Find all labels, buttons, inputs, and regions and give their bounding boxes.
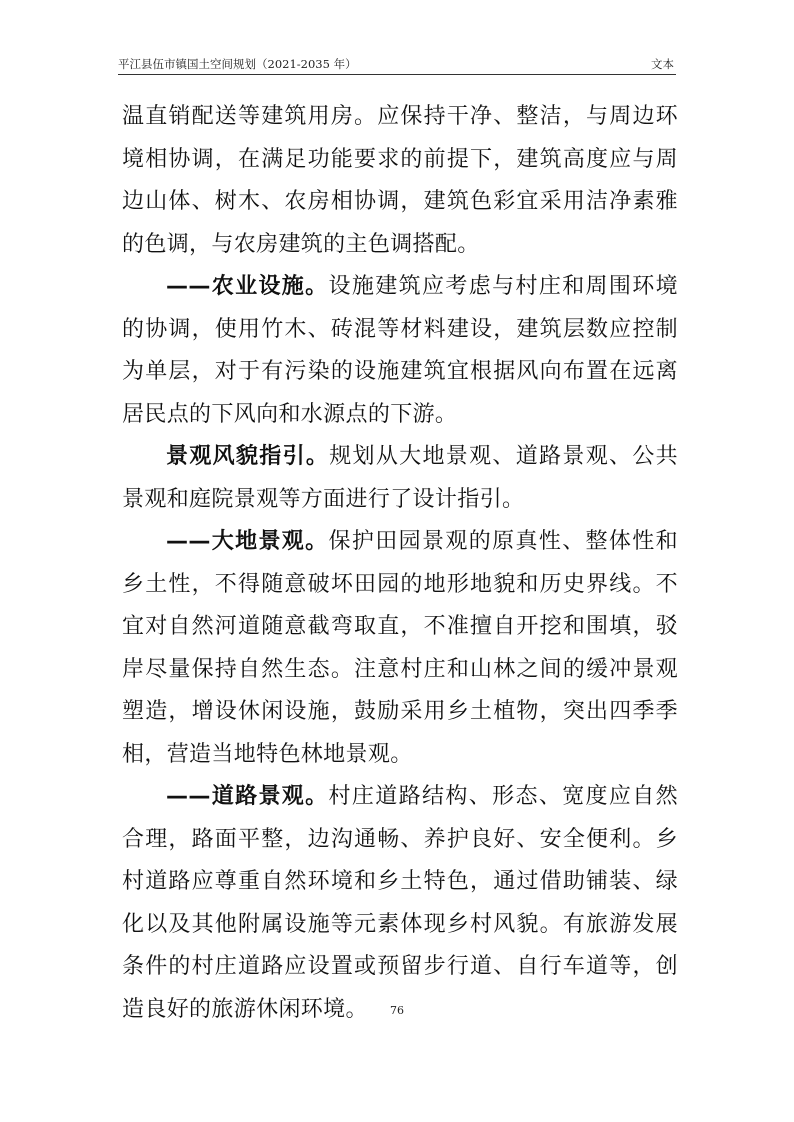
paragraph-agricultural-facilities [122,266,678,436]
paragraph-land-landscape [122,521,678,776]
page-number: 76 [390,1004,404,1017]
paragraph-continuation [122,96,678,266]
paragraph-road-landscape [122,776,678,1031]
paragraph-text: 村庄道路结构、形态、宽度应自然合理，路面平整，边沟通畅、养护良好、安全便利。乡村道路应尊重自然环境和乡土特色，通过借助铺装、绿化以及其他附属设施等元素体现乡村风貌。有旅游发展条件的村庄道路应设置或预留步行道、自行车道等，创造良好的旅游休闲环境。 [122,784,678,1022]
paragraph-text: 规划从大地景观、道路景观、公共景观和庭院景观等方面进行了设计指引。 [122,444,678,512]
page-header [118,54,676,75]
paragraph-text: 设施建筑应考虑与村庄和周围环境的协调，使用竹木、砖混等材料建设，建筑层数应控制为单层，对于有污染的设施建筑宜根据风向布置在远离居民点的下风向和水源点的下游。 [122,274,678,427]
paragraph-landscape-guidance [122,436,678,521]
paragraph-heading: 景观风貌指引。 [166,444,330,469]
document-title: 平江县伍市镇国土空间规划（2021-2035 年） [118,57,357,71]
paragraph-heading: ——农业设施。 [166,274,329,299]
paragraph-text: 温直销配送等建筑用房。应保持干净、整洁，与周边环境相协调，在满足功能要求的前提下，建筑高度应与周边山体、树木、农房相协调，建筑色彩宜采用洁净素雅的色调，与农房建筑的主色调搭配。 [122,104,678,257]
paragraph-heading: ——大地景观。 [166,529,329,554]
body-text [122,96,678,1031]
paragraph-heading: ——道路景观。 [166,784,329,809]
document-type-label: 文本 [651,57,674,71]
paragraph-text: 保护田园景观的原真性、整体性和乡土性，不得随意破坏田园的地形地貌和历史界线。不宜对自然河道随意截弯取直，不准擅自开挖和围填，驳岸尽量保持自然生态。注意村庄和山林之间的缓冲景观塑造，增设休闲设施，鼓励采用乡土植物，突出四季季相，营造当地特色林地景观。 [122,529,678,767]
